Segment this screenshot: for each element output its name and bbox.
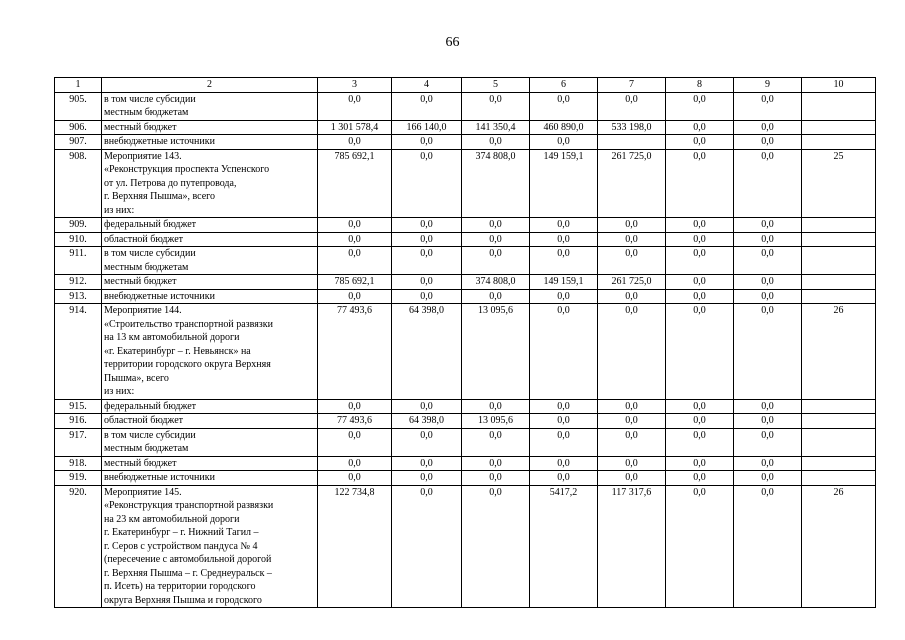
value-cell: 0,0 [530, 471, 598, 486]
value-cell: 0,0 [666, 485, 734, 608]
value-cell: 0,0 [392, 232, 462, 247]
value-cell: 0,0 [392, 428, 462, 456]
value-cell: 0,0 [598, 428, 666, 456]
value-cell: 0,0 [530, 218, 598, 233]
value-cell: 0,0 [734, 275, 802, 290]
row-name: местный бюджет [102, 120, 318, 135]
table-row [55, 92, 876, 120]
value-cell: 0,0 [530, 414, 598, 429]
value-cell: 13 095,6 [462, 304, 530, 400]
value-cell: 0,0 [392, 485, 462, 608]
value-cell: 0,0 [462, 471, 530, 486]
value-cell: 0,0 [530, 92, 598, 120]
row-number: 917. [55, 428, 102, 456]
value-cell: 0,0 [598, 399, 666, 414]
value-cell: 0,0 [462, 428, 530, 456]
row-name: внебюджетные источники [102, 289, 318, 304]
row-name: в том числе субсидии местным бюджетам [102, 428, 318, 456]
value-cell: 0,0 [392, 92, 462, 120]
column-header: 2 [102, 78, 318, 93]
header-row [55, 78, 876, 93]
row-number: 915. [55, 399, 102, 414]
column-header: 6 [530, 78, 598, 93]
value-cell: 0,0 [318, 399, 392, 414]
row-number: 910. [55, 232, 102, 247]
value-cell: 0,0 [734, 414, 802, 429]
column-header: 1 [55, 78, 102, 93]
value-cell: 0,0 [666, 414, 734, 429]
value-cell: 533 198,0 [598, 120, 666, 135]
row-number: 908. [55, 149, 102, 218]
column-header: 3 [318, 78, 392, 93]
value-cell: 0,0 [598, 414, 666, 429]
target-cell: 25 [802, 149, 876, 218]
value-cell: 0,0 [462, 92, 530, 120]
table-row [55, 247, 876, 275]
table-row [55, 428, 876, 456]
table-row [55, 399, 876, 414]
row-name: местный бюджет [102, 275, 318, 290]
value-cell: 0,0 [530, 399, 598, 414]
page-number: 66 [445, 35, 460, 50]
value-cell: 0,0 [392, 275, 462, 290]
value-cell: 0,0 [666, 471, 734, 486]
value-cell: 149 159,1 [530, 149, 598, 218]
value-cell: 0,0 [734, 135, 802, 150]
row-number: 907. [55, 135, 102, 150]
value-cell: 0,0 [734, 218, 802, 233]
value-cell: 0,0 [666, 399, 734, 414]
value-cell: 0,0 [462, 247, 530, 275]
value-cell: 0,0 [392, 471, 462, 486]
row-name: областной бюджет [102, 232, 318, 247]
row-number: 918. [55, 456, 102, 471]
value-cell: 0,0 [392, 399, 462, 414]
value-cell: 0,0 [598, 232, 666, 247]
row-name: местный бюджет [102, 456, 318, 471]
value-cell: 0,0 [666, 289, 734, 304]
table-header [55, 78, 876, 93]
table-row [55, 471, 876, 486]
column-header: 5 [462, 78, 530, 93]
value-cell: 0,0 [462, 289, 530, 304]
target-cell [802, 428, 876, 456]
table-row [55, 135, 876, 150]
value-cell: 261 725,0 [598, 275, 666, 290]
value-cell: 0,0 [462, 399, 530, 414]
row-number: 913. [55, 289, 102, 304]
target-cell: 26 [802, 304, 876, 400]
value-cell: 0,0 [666, 218, 734, 233]
value-cell: 0,0 [734, 232, 802, 247]
value-cell: 64 398,0 [392, 414, 462, 429]
column-header: 4 [392, 78, 462, 93]
value-cell: 0,0 [392, 218, 462, 233]
value-cell: 0,0 [318, 471, 392, 486]
table-body [55, 92, 876, 608]
row-number: 905. [55, 92, 102, 120]
table-row [55, 414, 876, 429]
value-cell: 0,0 [530, 289, 598, 304]
row-name: федеральный бюджет [102, 399, 318, 414]
value-cell: 0,0 [666, 135, 734, 150]
target-cell [802, 247, 876, 275]
value-cell: 0,0 [666, 428, 734, 456]
table-row [55, 232, 876, 247]
table-row [55, 289, 876, 304]
value-cell: 0,0 [734, 471, 802, 486]
value-cell: 0,0 [666, 247, 734, 275]
value-cell: 0,0 [666, 232, 734, 247]
value-cell: 0,0 [318, 247, 392, 275]
table-row [55, 456, 876, 471]
value-cell: 0,0 [734, 247, 802, 275]
row-name: федеральный бюджет [102, 218, 318, 233]
row-number: 912. [55, 275, 102, 290]
row-number: 911. [55, 247, 102, 275]
value-cell: 0,0 [666, 304, 734, 400]
value-cell: 1 301 578,4 [318, 120, 392, 135]
value-cell: 0,0 [318, 92, 392, 120]
target-cell: 26 [802, 485, 876, 608]
target-cell [802, 471, 876, 486]
row-name: Мероприятие 144. «Строительство транспортной развязки на 13 км автомобильной дороги «г. Екатеринбург – г. Невьянск» на территории городского округа Верхняя Пышма», всего из них: [102, 304, 318, 400]
value-cell: 0,0 [392, 135, 462, 150]
target-cell [802, 289, 876, 304]
column-header: 8 [666, 78, 734, 93]
value-cell: 166 140,0 [392, 120, 462, 135]
value-cell: 0,0 [666, 120, 734, 135]
table-row [55, 304, 876, 400]
target-cell [802, 456, 876, 471]
row-name: внебюджетные источники [102, 471, 318, 486]
target-cell [802, 218, 876, 233]
value-cell: 0,0 [734, 485, 802, 608]
column-header: 9 [734, 78, 802, 93]
value-cell: 141 350,4 [462, 120, 530, 135]
value-cell: 0,0 [734, 149, 802, 218]
value-cell: 0,0 [666, 456, 734, 471]
value-cell: 0,0 [392, 149, 462, 218]
row-name: внебюджетные источники [102, 135, 318, 150]
value-cell: 0,0 [462, 135, 530, 150]
value-cell: 0,0 [666, 92, 734, 120]
target-cell [802, 232, 876, 247]
value-cell: 0,0 [392, 456, 462, 471]
target-cell [802, 135, 876, 150]
value-cell: 0,0 [392, 289, 462, 304]
value-cell: 0,0 [530, 456, 598, 471]
target-cell [802, 92, 876, 120]
value-cell [598, 135, 666, 150]
value-cell: 0,0 [318, 289, 392, 304]
table-row [55, 485, 876, 608]
value-cell: 13 095,6 [462, 414, 530, 429]
value-cell: 0,0 [318, 456, 392, 471]
value-cell: 374 808,0 [462, 149, 530, 218]
value-cell: 0,0 [530, 135, 598, 150]
value-cell: 0,0 [734, 120, 802, 135]
value-cell: 0,0 [318, 232, 392, 247]
row-number: 914. [55, 304, 102, 400]
target-cell [802, 414, 876, 429]
value-cell: 0,0 [734, 428, 802, 456]
row-number: 920. [55, 485, 102, 608]
value-cell: 785 692,1 [318, 275, 392, 290]
value-cell: 0,0 [598, 471, 666, 486]
row-number: 909. [55, 218, 102, 233]
value-cell: 77 493,6 [318, 414, 392, 429]
value-cell: 0,0 [462, 485, 530, 608]
value-cell: 5417,2 [530, 485, 598, 608]
value-cell: 460 890,0 [530, 120, 598, 135]
target-cell [802, 399, 876, 414]
value-cell: 149 159,1 [530, 275, 598, 290]
column-header: 7 [598, 78, 666, 93]
value-cell: 0,0 [598, 289, 666, 304]
value-cell: 785 692,1 [318, 149, 392, 218]
column-header: 10 [802, 78, 876, 93]
row-name: областной бюджет [102, 414, 318, 429]
row-number: 916. [55, 414, 102, 429]
value-cell: 0,0 [530, 247, 598, 275]
budget-table [54, 77, 876, 608]
value-cell: 0,0 [462, 456, 530, 471]
table-row [55, 275, 876, 290]
row-name: Мероприятие 145. «Реконструкция транспортной развязки на 23 км автомобильной дороги г. Екатеринбург – г. Нижний Тагил – г. Серов с устройством пандуса № 4 (пересечение с автомобильной дорогой г. Верхняя Пышма – г. Среднеуральск – п. Исеть) на территории городского округа Верхняя Пышма и городского [102, 485, 318, 608]
value-cell: 0,0 [666, 275, 734, 290]
target-cell [802, 275, 876, 290]
value-cell: 0,0 [318, 218, 392, 233]
value-cell: 117 317,6 [598, 485, 666, 608]
value-cell: 0,0 [318, 428, 392, 456]
value-cell: 261 725,0 [598, 149, 666, 218]
value-cell: 0,0 [598, 456, 666, 471]
row-name: в том числе субсидии местным бюджетам [102, 247, 318, 275]
value-cell: 0,0 [530, 428, 598, 456]
target-cell [802, 120, 876, 135]
value-cell: 0,0 [598, 218, 666, 233]
row-number: 906. [55, 120, 102, 135]
value-cell: 374 808,0 [462, 275, 530, 290]
value-cell: 122 734,8 [318, 485, 392, 608]
row-number: 919. [55, 471, 102, 486]
value-cell: 0,0 [598, 247, 666, 275]
value-cell: 0,0 [734, 92, 802, 120]
value-cell: 0,0 [392, 247, 462, 275]
value-cell: 64 398,0 [392, 304, 462, 400]
value-cell: 0,0 [462, 232, 530, 247]
value-cell: 0,0 [598, 92, 666, 120]
value-cell: 0,0 [734, 399, 802, 414]
table-row [55, 149, 876, 218]
value-cell: 0,0 [734, 456, 802, 471]
value-cell: 0,0 [666, 149, 734, 218]
value-cell: 0,0 [318, 135, 392, 150]
value-cell: 0,0 [530, 304, 598, 400]
value-cell: 0,0 [598, 304, 666, 400]
table-row [55, 218, 876, 233]
value-cell: 0,0 [734, 304, 802, 400]
row-name: в том числе субсидии местным бюджетам [102, 92, 318, 120]
value-cell: 77 493,6 [318, 304, 392, 400]
value-cell: 0,0 [462, 218, 530, 233]
value-cell: 0,0 [734, 289, 802, 304]
table-row [55, 120, 876, 135]
value-cell: 0,0 [530, 232, 598, 247]
row-name: Мероприятие 143. «Реконструкция проспекта Успенского от ул. Петрова до путепровода, г. Верхняя Пышма», всего из них: [102, 149, 318, 218]
